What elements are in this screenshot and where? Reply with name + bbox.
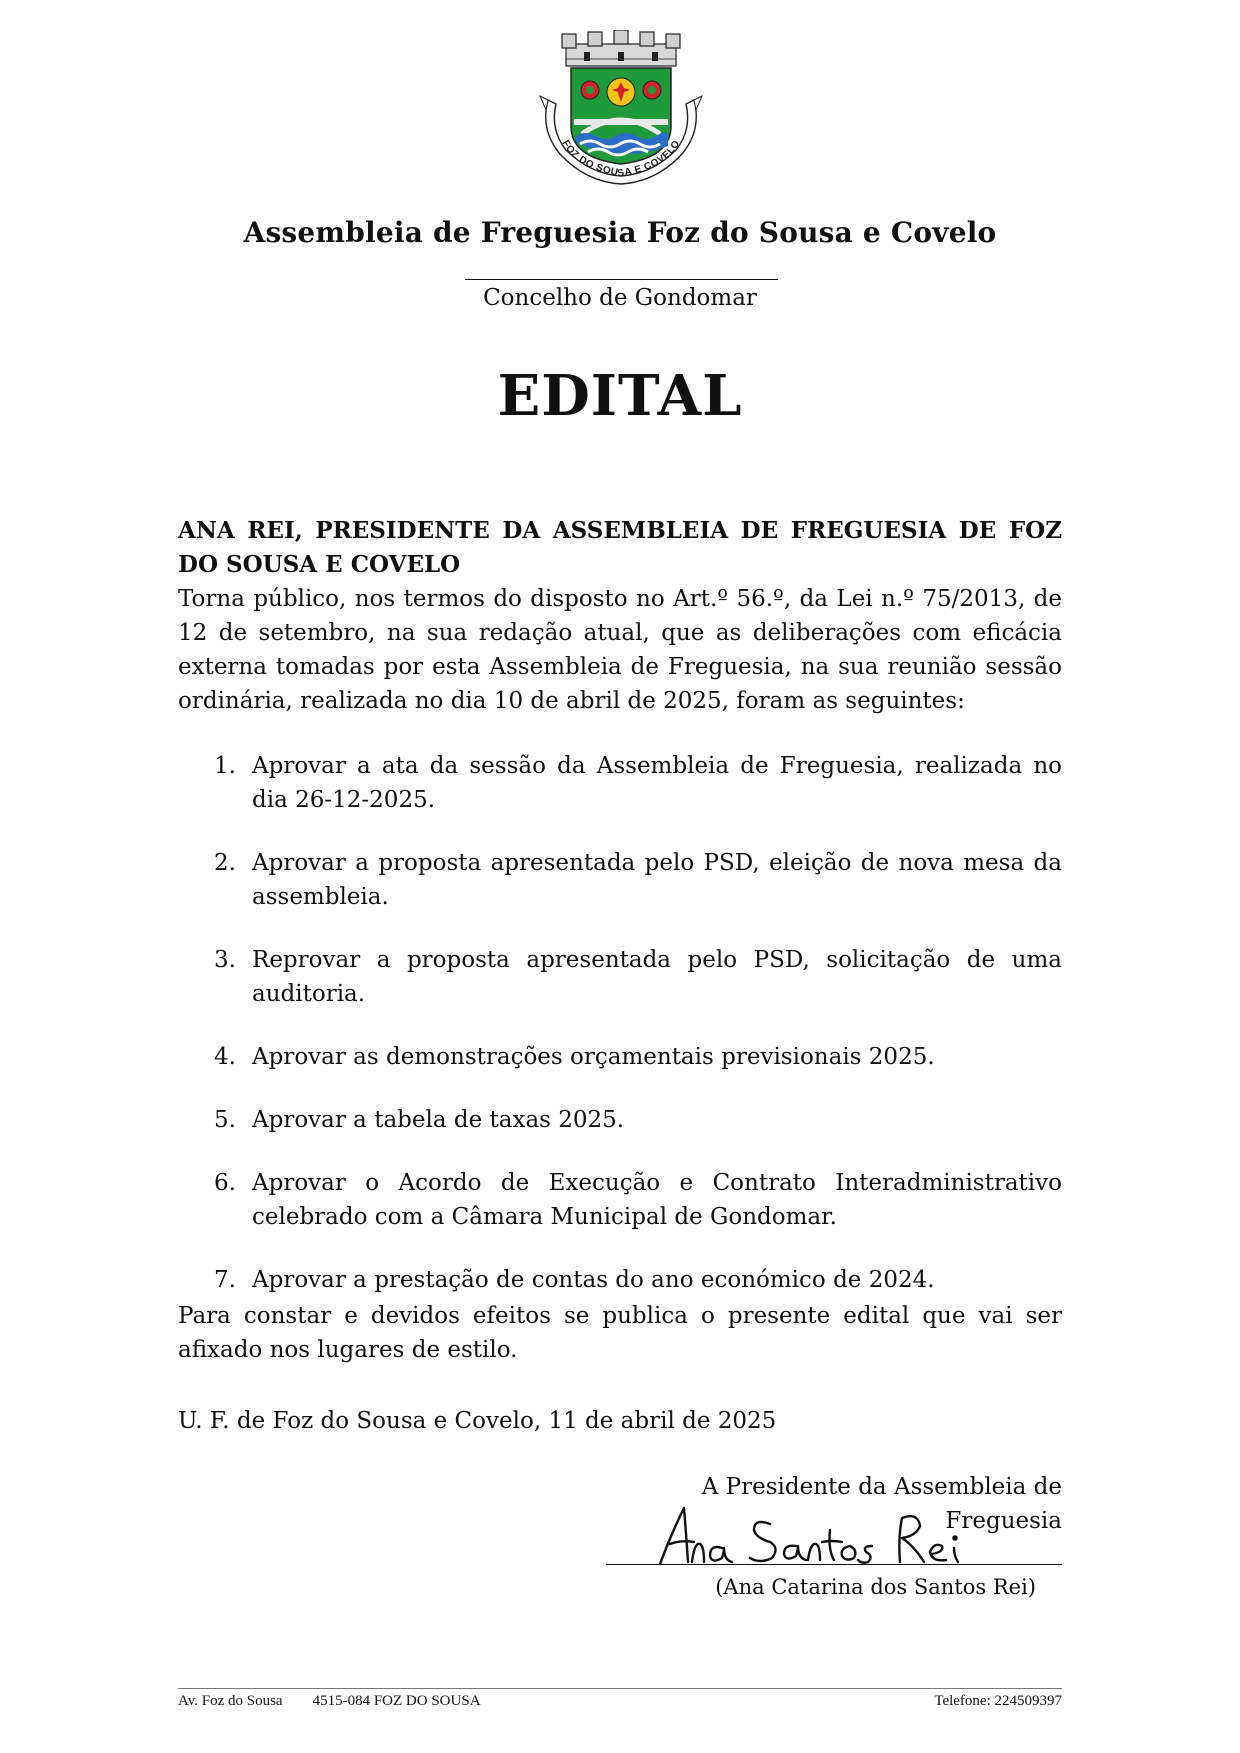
list-item-number: 7. xyxy=(214,1267,236,1293)
handwritten-signature xyxy=(650,1502,980,1570)
list-item xyxy=(178,846,1062,914)
municipality-subtitle: Concelho de Gondomar xyxy=(483,285,757,311)
list-item-text: Aprovar a proposta apresentada pelo PSD, eleição de nova mesa da assembleia. xyxy=(252,850,1062,910)
list-item-text: Aprovar a tabela de taxas 2025. xyxy=(252,1107,625,1133)
list-item-number: 3. xyxy=(214,947,236,973)
signature-lettering: Ana Santos Rei xyxy=(650,1502,658,1503)
list-item-text: Aprovar a prestação de contas do ano económico de 2024. xyxy=(252,1267,935,1293)
deliberations-list xyxy=(178,749,1062,1326)
list-item xyxy=(178,1263,1062,1297)
list-item-text: Reprovar a proposta apresentada pelo PSD, solicitação de uma auditoria. xyxy=(252,947,1062,1007)
signature-line xyxy=(606,1564,1062,1565)
footer-address: Av. Foz do Sousa xyxy=(178,1693,283,1709)
mural-crown-icon xyxy=(562,30,680,66)
footer-postal-code: 4515-084 FOZ DO SOUSA xyxy=(312,1693,481,1709)
footer-phone: Telefone: 224509397 xyxy=(934,1693,1062,1709)
closing-paragraph: Para constar e devidos efeitos se publica o presente edital que vai ser afixado nos lugares de estilo. xyxy=(178,1303,1062,1363)
list-item-number: 2. xyxy=(214,850,236,876)
list-item-text: Aprovar a ata da sessão da Assembleia de Freguesia, realizada no dia 26-12-2025. xyxy=(252,753,1062,813)
list-item-number: 1. xyxy=(214,753,236,779)
signatory-name-text: (Ana Catarina dos Santos Rei) xyxy=(715,1575,1036,1599)
coat-of-arms-logo xyxy=(526,30,716,190)
signatory-name xyxy=(600,1572,1062,1602)
signatory-role: A Presidente da Assembleia de Freguesia xyxy=(701,1474,1062,1534)
organization-title: Assembleia de Freguesia Foz do Sousa e Covelo xyxy=(243,216,997,249)
document-title: EDITAL xyxy=(497,363,743,429)
intro-paragraph: Torna público, nos termos do disposto no Art.º 56.º, da Lei n.º 75/2013, de 12 de setembro, na sua redação atual, que as deliberações com eficácia externa tomadas por esta Assembleia de Freguesia, na sua reunião sessão ordinária, realizada no dia 10 de abril de 2025, foram as seguintes: xyxy=(178,586,1062,714)
list-item-text: Aprovar o Acordo de Execução e Contrato Interadministrativo celebrado com a Câmara Municipal de Gondomar. xyxy=(252,1170,1062,1230)
list-item xyxy=(178,749,1062,817)
shield-icon xyxy=(571,68,671,164)
motto-text: FOZ DO SOUSA E COVELO xyxy=(559,138,683,180)
list-item xyxy=(178,1166,1062,1234)
header-divider xyxy=(465,279,778,280)
list-item xyxy=(178,1103,1062,1137)
list-item xyxy=(178,1040,1062,1074)
footer-address-block xyxy=(178,1693,481,1710)
list-item-text: Aprovar as demonstrações orçamentais previsionais 2025. xyxy=(252,1044,935,1070)
list-item-number: 4. xyxy=(214,1044,236,1070)
announcement-heading: ANA REI, PRESIDENTE DA ASSEMBLEIA DE FREGUESIA DE FOZ DO SOUSA E COVELO xyxy=(178,517,1062,578)
list-item xyxy=(178,943,1062,1011)
footer-divider xyxy=(178,1688,1062,1689)
list-item-number: 6. xyxy=(214,1170,236,1196)
place-and-date: U. F. de Foz do Sousa e Covelo, 11 de abril de 2025 xyxy=(178,1408,777,1434)
list-item-number: 5. xyxy=(214,1107,236,1133)
